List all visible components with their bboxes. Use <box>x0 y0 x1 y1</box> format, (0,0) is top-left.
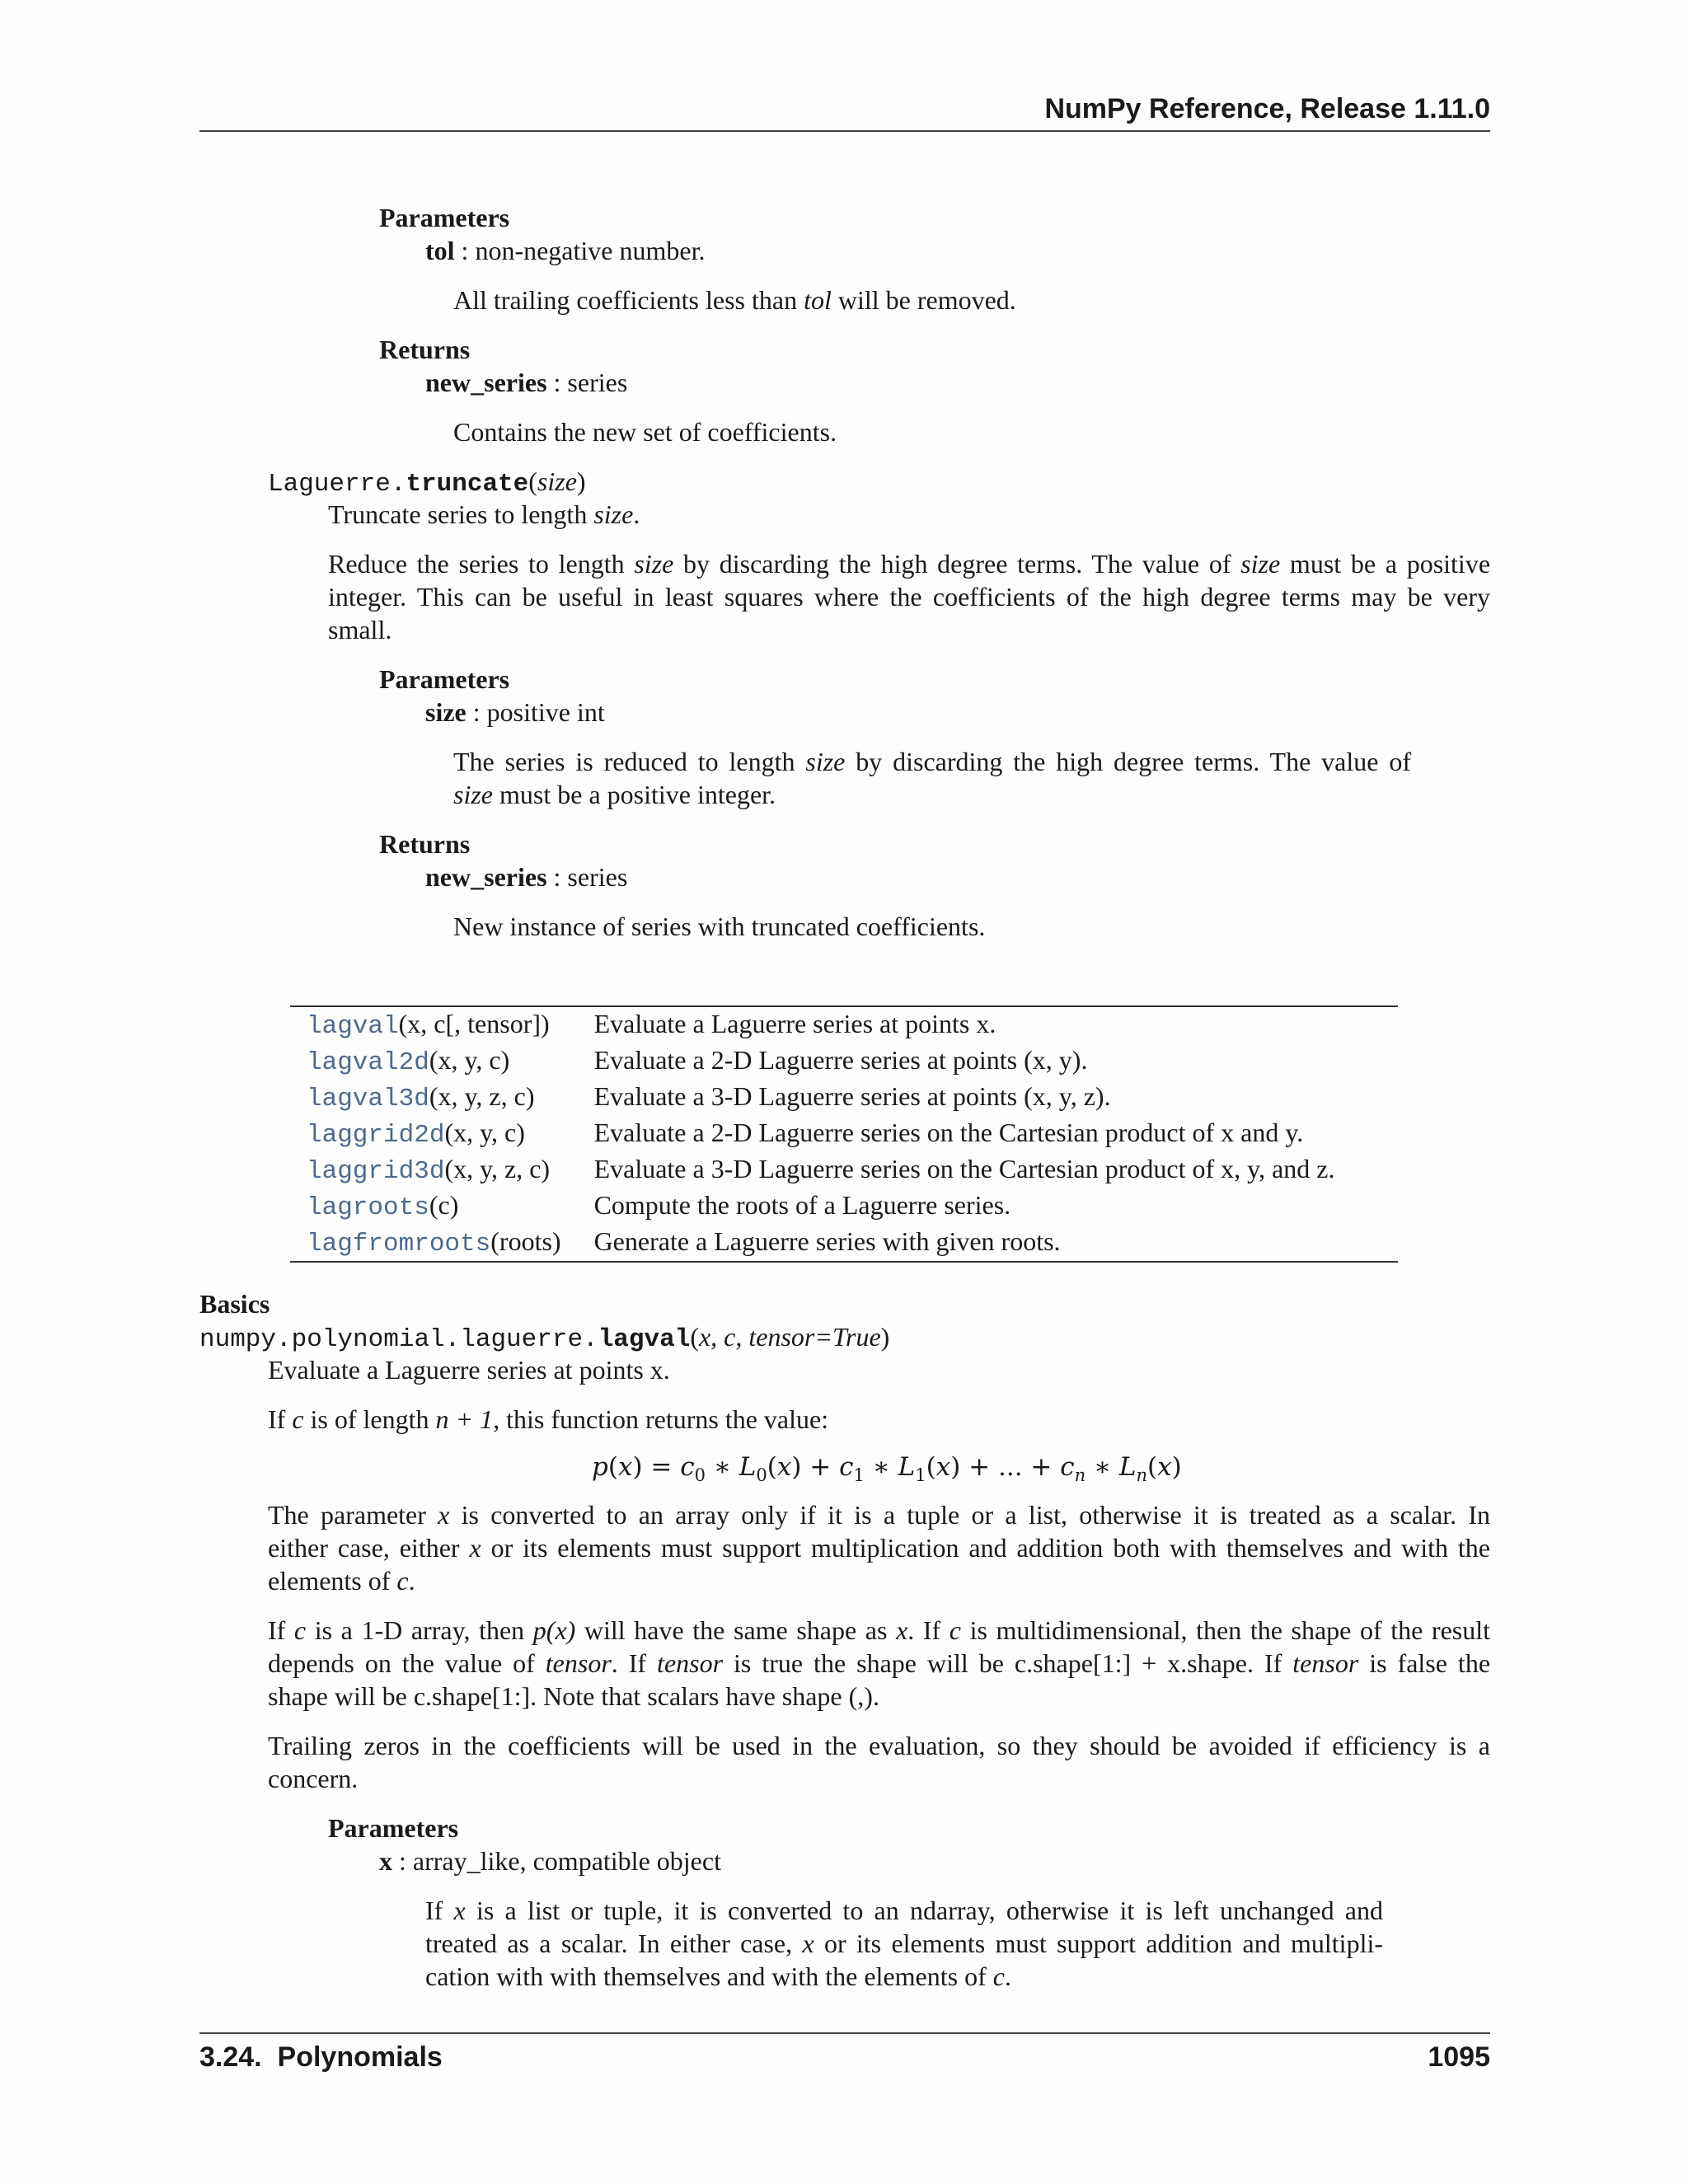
sig-args: x, c, tensor=True <box>698 1322 881 1352</box>
emphasis: size <box>1240 549 1281 579</box>
function-args: (x, y, z, c) <box>444 1154 551 1183</box>
table-row <box>290 1043 1334 1080</box>
header-rule <box>199 130 1490 132</box>
lagval-summary: Evaluate a Laguerre series at points x. <box>268 1355 670 1385</box>
lagval-signature[interactable] <box>199 1320 889 1357</box>
param-name: size <box>425 697 467 727</box>
text-line <box>425 1894 1383 1927</box>
table-row <box>290 1225 1334 1261</box>
function-cell <box>290 1007 561 1043</box>
function-link[interactable]: laggrid3d <box>307 1157 445 1186</box>
param-type: : non-negative number. <box>454 236 706 265</box>
lagval-formula <box>592 1451 1182 1492</box>
text-line <box>268 1498 1490 1531</box>
emphasis: c <box>293 1615 307 1645</box>
lagval-param-line <box>379 1844 721 1877</box>
function-link[interactable]: laggrid2d <box>307 1121 445 1150</box>
function-link[interactable]: lagroots <box>307 1193 429 1222</box>
emphasis: tensor <box>545 1648 612 1678</box>
text: or its elements must support addition and multipli- <box>814 1929 1384 1958</box>
function-cell <box>290 1080 561 1116</box>
text: . <box>408 1566 415 1596</box>
function-args: (x, y, c) <box>444 1118 525 1147</box>
emphasis: c <box>949 1615 961 1645</box>
truncate-param-line <box>425 696 605 729</box>
trim-param-line <box>425 234 705 267</box>
emphasis: x <box>453 1896 466 1925</box>
emphasis: x <box>438 1500 450 1530</box>
text: Reduce the series to length <box>328 549 635 579</box>
return-name: new_series <box>425 368 547 397</box>
text: is a list or tuple, it is converted to an ndarray, otherwise it is left unchanged and <box>465 1896 1384 1925</box>
table-bottom-rule <box>290 1261 1398 1263</box>
param-type: : array_like, compatible object <box>392 1846 721 1876</box>
basics-heading: Basics <box>199 1289 270 1319</box>
text-line <box>425 1927 1383 1960</box>
return-name: new_series <box>425 862 547 892</box>
function-cell <box>290 1152 561 1188</box>
text: is multidimensional, then the shape of the result <box>960 1615 1491 1645</box>
truncate-params-heading: Parameters <box>379 664 510 694</box>
text-line <box>268 1564 1490 1597</box>
function-cell <box>290 1225 561 1261</box>
function-cell <box>290 1188 561 1225</box>
emphasis: size <box>805 747 846 776</box>
param-name: tol <box>425 236 455 265</box>
truncate-return-line <box>425 860 627 893</box>
function-link[interactable]: lagfromroots <box>307 1230 491 1258</box>
function-link[interactable]: lagval <box>307 1012 399 1041</box>
trim-return-desc: Contains the new set of coefficients. <box>453 417 837 447</box>
emphasis: p(x) <box>532 1615 576 1645</box>
emphasis: x <box>469 1533 481 1563</box>
formula-render: $p(x) = c_0$ ∗ $L_0(x) + c_1$ ∗ $L_1(x)$ + ... + $c_n$ ∗ $L_n(x)$ <box>592 1452 1182 1486</box>
param-name: x <box>379 1846 392 1876</box>
text: is a 1-D array, then <box>306 1615 533 1645</box>
sig-module: numpy.polynomial.laguerre. <box>199 1325 598 1354</box>
text-line: shape will be c.shape[1:]. Note that scalars have shape (,). <box>268 1681 879 1711</box>
text: must be a positive <box>1280 549 1491 579</box>
truncate-description <box>328 547 1490 646</box>
text-line <box>268 1614 1490 1647</box>
table-row <box>290 1007 1334 1043</box>
emphasis: c <box>992 1961 1005 1991</box>
lagval-params-heading: Parameters <box>328 1813 459 1843</box>
lagval-param-desc <box>425 1894 1383 1993</box>
header-title: NumPy Reference, Release 1.11.0 <box>1044 93 1490 124</box>
table <box>290 1007 1334 1261</box>
emphasis: c <box>292 1404 304 1434</box>
text: or its elements must support multiplication and addition both with themselves and with the <box>481 1533 1491 1563</box>
text: The parameter <box>268 1500 438 1530</box>
description-cell: Evaluate a 2-D Laguerre series on the Cartesian product of x and y. <box>593 1118 1304 1147</box>
text: . <box>1004 1961 1011 1991</box>
description-cell: Evaluate a 3-D Laguerre series on the Cartesian product of x, y, and z. <box>593 1154 1335 1183</box>
text: , this function returns the value: <box>493 1404 829 1434</box>
sig-arg: size <box>537 466 577 496</box>
emphasis: x <box>802 1929 814 1958</box>
function-args: (x, c[, tensor]) <box>398 1009 550 1038</box>
lagval-paragraph-1 <box>268 1403 828 1436</box>
sig-open: ( <box>528 466 537 496</box>
function-args: (c) <box>429 1190 459 1220</box>
description-cell: Evaluate a Laguerre series at points x. <box>593 1009 996 1038</box>
emphasis: size <box>634 549 674 579</box>
text: is true the shape will be c.shape[1:] + x.shape. If <box>723 1648 1293 1678</box>
text: by discarding the high degree terms. The value of <box>673 549 1241 579</box>
text: If <box>268 1615 294 1645</box>
truncate-returns-heading: Returns <box>379 829 471 859</box>
text: must be a positive integer. <box>493 780 776 809</box>
sig-close: ) <box>880 1322 890 1352</box>
function-args: (x, y, c) <box>429 1045 510 1075</box>
emphasis: tensor <box>1292 1648 1359 1678</box>
desc-line: small. <box>328 615 392 644</box>
text: If <box>425 1896 454 1925</box>
text: is of length <box>303 1404 436 1434</box>
function-cell <box>290 1116 561 1152</box>
desc-line <box>328 547 1490 580</box>
function-summary-table <box>290 1005 1398 1263</box>
running-header <box>1044 92 1490 125</box>
function-link[interactable]: lagval3d <box>307 1085 429 1113</box>
truncate-param-desc <box>453 745 1411 811</box>
text: . If <box>611 1648 658 1678</box>
emphasis: tol <box>804 285 832 315</box>
return-type: : series <box>546 368 628 397</box>
text-line: concern. <box>268 1764 359 1793</box>
table-row <box>290 1080 1334 1116</box>
sig-name: truncate <box>406 470 529 499</box>
text-line <box>268 1647 1490 1680</box>
text: treated as a scalar. In either case, <box>425 1929 803 1958</box>
lagval-paragraph-2 <box>268 1498 1490 1597</box>
description-cell: Compute the roots of a Laguerre series. <box>593 1190 1011 1220</box>
text: is false the <box>1358 1648 1491 1678</box>
text: cation with with themselves and with the elements of <box>425 1961 993 1991</box>
text-line <box>268 1531 1490 1564</box>
text: either case, either <box>268 1533 470 1563</box>
emphasis: size <box>593 499 634 529</box>
emphasis: x <box>896 1615 908 1645</box>
text: Truncate series to length <box>328 499 594 529</box>
footer-section: 3.24. Polynomials <box>199 2041 443 2073</box>
description-cell: Evaluate a 2-D Laguerre series at points (x, y). <box>593 1045 1088 1075</box>
sig-name: lagval <box>598 1325 691 1354</box>
text: elements of <box>268 1566 397 1596</box>
sig-open: ( <box>690 1322 699 1352</box>
function-args: (x, y, z, c) <box>429 1081 535 1111</box>
lagval-paragraph-4 <box>268 1729 1490 1795</box>
text: All trailing coefficients less than <box>453 285 804 315</box>
text: The series is reduced to length <box>453 747 806 776</box>
trim-params-heading: Parameters <box>379 203 510 232</box>
text: If <box>268 1404 293 1434</box>
table-row <box>290 1152 1334 1188</box>
description-cell: Evaluate a 3-D Laguerre series at points (x, y, z). <box>593 1081 1111 1111</box>
text-line <box>425 1960 1383 1993</box>
function-cell <box>290 1043 561 1080</box>
footer-rule <box>199 2032 1490 2034</box>
truncate-signature[interactable] <box>268 465 586 501</box>
text-line: Trailing zeros in the coefficients will be used in the evaluation, so they should be avoided if efficiency is a <box>268 1731 1490 1760</box>
trim-returns-heading: Returns <box>379 335 471 364</box>
sig-close: ) <box>576 466 586 496</box>
text: will be removed. <box>831 285 1016 315</box>
text: by discarding the high degree terms. The value of <box>845 747 1412 776</box>
text: . If <box>907 1615 950 1645</box>
function-link[interactable]: lagval2d <box>307 1048 429 1077</box>
footer-page-number: 1095 <box>1428 2041 1490 2073</box>
text: depends on the value of <box>268 1648 546 1678</box>
table-row <box>290 1188 1334 1225</box>
text: is converted to an array only if it is a tuple or a list, otherwise it is treated as a scalar. In <box>449 1500 1491 1530</box>
desc-line <box>453 745 1411 778</box>
emphasis: size <box>453 780 493 809</box>
emphasis: n + 1 <box>435 1404 494 1434</box>
table-row <box>290 1116 1334 1152</box>
emphasis: c <box>396 1566 409 1596</box>
description-cell: Generate a Laguerre series with given roots. <box>593 1226 1061 1256</box>
text: . <box>633 499 640 529</box>
desc-line: integer. This can be useful in least squares where the coefficients of the high degree terms may be very <box>328 582 1490 612</box>
text: will have the same shape as <box>575 1615 897 1645</box>
return-type: : series <box>546 862 628 892</box>
param-type: : positive int <box>466 697 605 727</box>
truncate-summary <box>328 498 640 531</box>
desc-line <box>453 778 1411 811</box>
trim-return-line <box>425 366 627 399</box>
emphasis: tensor <box>657 1648 724 1678</box>
sig-class: Laguerre. <box>268 470 406 499</box>
function-args: (roots) <box>490 1226 561 1256</box>
lagval-paragraph-3 <box>268 1614 1490 1713</box>
truncate-return-desc: New instance of series with truncated coefficients. <box>453 912 986 941</box>
trim-param-desc <box>453 284 1016 316</box>
